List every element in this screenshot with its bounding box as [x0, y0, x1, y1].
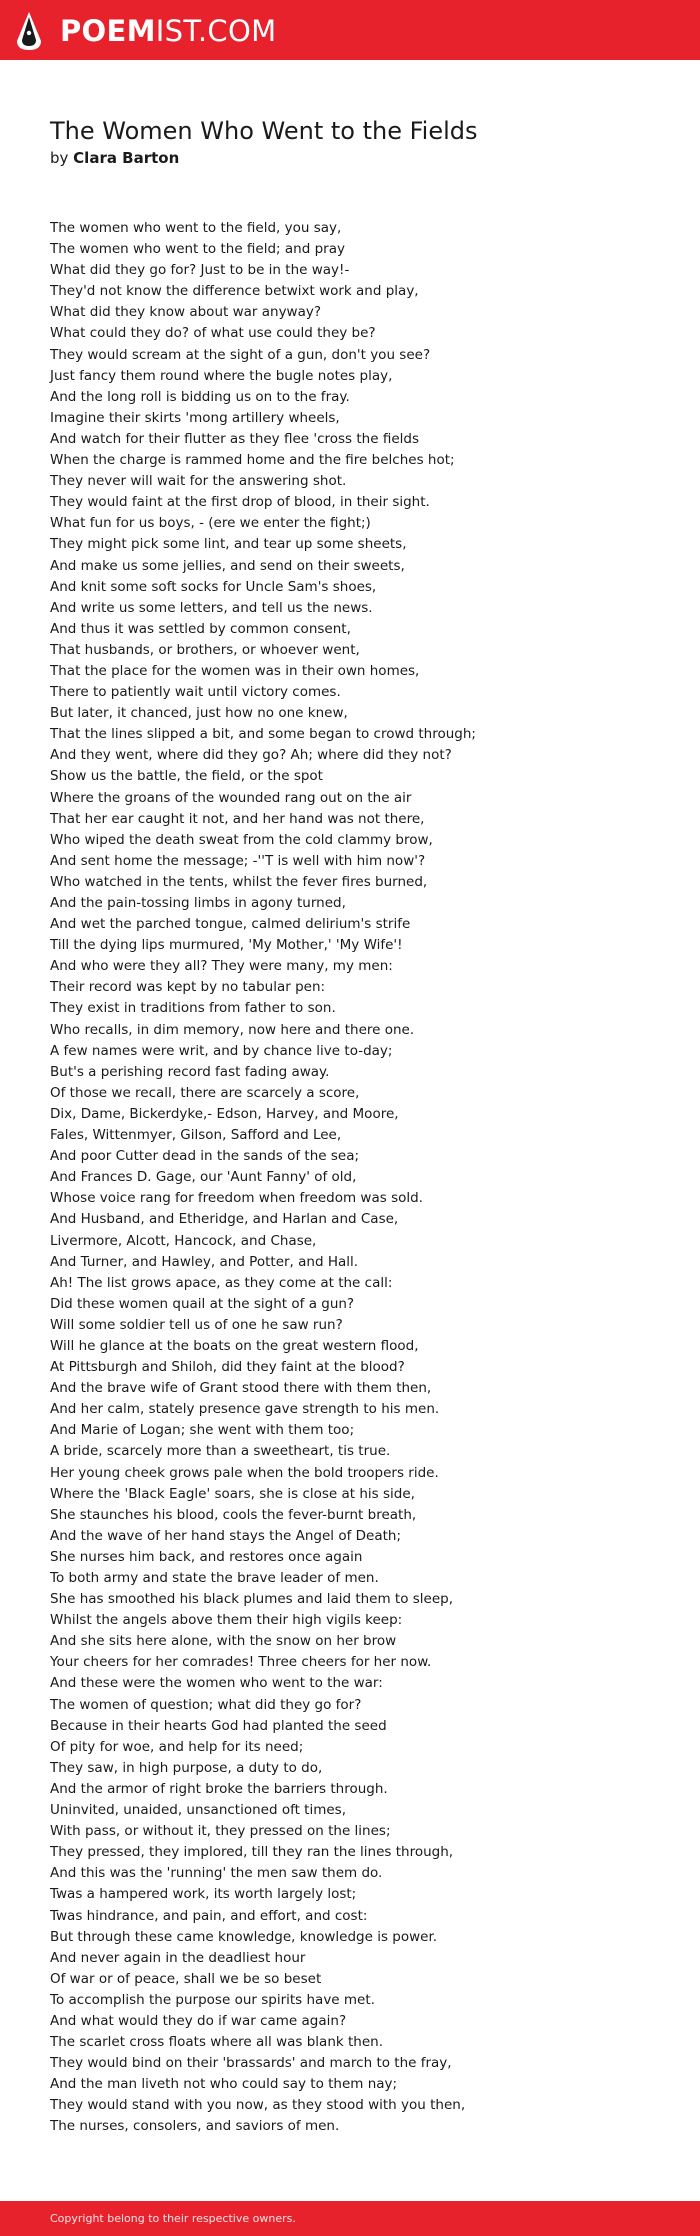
- pen-nib-icon: [16, 11, 42, 51]
- poem-line: Of those we recall, there are scarcely a score,: [50, 1084, 360, 1101]
- poem-line: Your cheers for her comrades! Three cheers for her now.: [50, 1654, 432, 1671]
- poem-line: Dix, Dame, Bickerdyke,- Edson, Harvey, and Moore,: [50, 1105, 399, 1122]
- poem-line: And write us some letters, and tell us the news.: [50, 599, 373, 616]
- poem-line: And Turner, and Hawley, and Potter, and Hall.: [50, 1253, 359, 1270]
- poem-line: They saw, in high purpose, a duty to do,: [50, 1759, 323, 1776]
- poem-line: And make us some jellies, and send on their sweets,: [50, 557, 405, 574]
- poem-line: Till the dying lips murmured, 'My Mother,' 'My Wife'!: [50, 937, 403, 954]
- poem-line: When the charge is rammed home and the fire belches hot;: [50, 452, 455, 469]
- poem-line: But later, it chanced, just how no one knew,: [50, 705, 348, 722]
- poem-line: Of war or of peace, shall we be so beset: [50, 1970, 322, 1987]
- poem-line: Their record was kept by no tabular pen:: [50, 979, 326, 996]
- poem-line: What did they know about war anyway?: [50, 304, 322, 321]
- poem-line: Will some soldier tell us of one he saw run?: [50, 1316, 343, 1333]
- poem-line: Of pity for woe, and help for its need;: [50, 1738, 304, 1755]
- poem-line: That husbands, or brothers, or whoever went,: [50, 641, 360, 658]
- poem-line: Twas hindrance, and pain, and effort, and cost:: [50, 1907, 368, 1924]
- poem-line: The women of question; what did they go for?: [50, 1696, 362, 1713]
- poem-byline: [50, 147, 179, 169]
- poem-line: What did they go for? Just to be in the way!-: [50, 262, 350, 279]
- poem-body: [50, 218, 670, 2138]
- poem-line: And the long roll is bidding us on to the fray.: [50, 388, 350, 405]
- poem-line: Uninvited, unaided, unsanctioned oft times,: [50, 1802, 347, 1819]
- poem-line: And never again in the deadliest hour: [50, 1949, 306, 1966]
- poem-line: They would scream at the sight of a gun, don't you see?: [50, 346, 431, 363]
- poem-line: Where the 'Black Eagle' soars, she is close at his side,: [50, 1485, 415, 1502]
- poem-line: What fun for us boys, - (ere we enter the fight;): [50, 515, 371, 532]
- poem-line: To both army and state the brave leader of men.: [50, 1570, 379, 1586]
- poem-title: The Women Who Went to the Fields: [50, 117, 478, 145]
- poem-line: Livermore, Alcott, Hancock, and Chase,: [50, 1232, 317, 1249]
- poem-line: They exist in traditions from father to son.: [50, 1000, 336, 1017]
- poem-line: They would bind on their 'brassards' and march to the fray,: [50, 2055, 452, 2072]
- site-footer: [0, 2201, 700, 2236]
- poem-line: The nurses, consolers, and saviors of men.: [50, 2118, 340, 2135]
- poem-line: With pass, or without it, they pressed on the lines;: [50, 1823, 391, 1840]
- poem-line: But through these came knowledge, knowledge is power.: [50, 1928, 438, 1945]
- poem-line: And wet the parched tongue, calmed delirium's strife: [50, 916, 411, 933]
- logo-text-light: IST.COM: [155, 14, 277, 48]
- poem-line: Whilst the angels above them their high vigils keep:: [50, 1612, 403, 1629]
- poem-line: Whose voice rang for freedom when freedom was sold.: [50, 1190, 423, 1207]
- poem-line: And the armor of right broke the barriers through.: [50, 1780, 388, 1797]
- poem-line: And these were the women who went to the war:: [50, 1675, 383, 1692]
- poem-line: They never will wait for the answering shot.: [50, 473, 347, 490]
- poem-line: Who wiped the death sweat from the cold clammy brow,: [50, 831, 433, 848]
- poem-line: And knit some soft socks for Uncle Sam's shoes,: [50, 578, 377, 595]
- poem-line: And poor Cutter dead in the sands of the sea;: [50, 1148, 360, 1165]
- site-logo[interactable]: [16, 11, 276, 51]
- poem-line: They'd not know the difference betwixt work and play,: [50, 283, 419, 300]
- poem-line: Fales, Wittenmyer, Gilson, Safford and Lee,: [50, 1127, 342, 1144]
- poem-line: And watch for their flutter as they flee 'cross the fields: [50, 430, 419, 447]
- site-logo-text: [60, 11, 276, 51]
- poem-line: And the wave of her hand stays the Angel of Death;: [50, 1527, 401, 1544]
- poem-line: And her calm, stately presence gave strength to his men.: [50, 1401, 440, 1418]
- copyright-notice: Copyright belong to their respective owners.: [50, 2212, 296, 2225]
- poem-line: At Pittsburgh and Shiloh, did they faint at the blood?: [50, 1359, 405, 1376]
- poem-line: Imagine their skirts 'mong artillery wheels,: [50, 409, 340, 426]
- poem-line: And thus it was settled by common consent,: [50, 620, 351, 637]
- poem-line: Did these women quail at the sight of a gun?: [50, 1295, 355, 1312]
- poem-line: To accomplish the purpose our spirits have met.: [50, 1991, 375, 2008]
- poem-line: And the pain-tossing limbs in agony turned,: [50, 895, 346, 911]
- poem-line: Her young cheek grows pale when the bold troopers ride.: [50, 1464, 439, 1481]
- poem-author: Clara Barton: [73, 149, 180, 167]
- poem-line: A bride, scarcely more than a sweetheart, tis true.: [50, 1443, 391, 1460]
- poem-line: The women who went to the field, you say,: [50, 220, 342, 236]
- poem-line: They would faint at the first drop of blood, in their sight.: [50, 494, 430, 511]
- poem-line: And what would they do if war came again?: [50, 2012, 347, 2029]
- poem-line: They might pick some lint, and tear up some sheets,: [50, 536, 407, 553]
- poem-line: Show us the battle, the field, or the spot: [50, 768, 323, 785]
- poem-line: Who recalls, in dim memory, now here and there one.: [50, 1021, 415, 1038]
- poem-line: Just fancy them round where the bugle notes play,: [50, 367, 393, 384]
- poem-line: And who were they all? They were many, my men:: [50, 958, 393, 975]
- logo-text-bold: POEM: [60, 14, 156, 48]
- poem-line: That the place for the women was in their own homes,: [50, 662, 420, 679]
- poem-line: And Husband, and Etheridge, and Harlan and Case,: [50, 1211, 399, 1228]
- poem-line: She nurses him back, and restores once again: [50, 1548, 363, 1565]
- poem-line: And sent home the message; -''T is well with him now'?: [50, 852, 426, 869]
- poem-line: Because in their hearts God had planted the seed: [50, 1717, 387, 1734]
- poem-line: There to patiently wait until victory comes.: [50, 684, 341, 701]
- poem-line: They would stand with you now, as they stood with you then,: [50, 2097, 466, 2114]
- poem-line: The women who went to the field; and pray: [50, 241, 345, 258]
- poem-line: Who watched in the tents, whilst the fever fires burned,: [50, 873, 428, 890]
- poem-line: But's a perishing record fast fading away.: [50, 1063, 330, 1080]
- poem-line: They pressed, they implored, till they ran the lines through,: [50, 1844, 454, 1861]
- poem-line: And the man liveth not who could say to them nay;: [50, 2076, 398, 2093]
- poem-line: She staunches his blood, cools the fever-burnt breath,: [50, 1506, 417, 1523]
- poem-line: And Frances D. Gage, our 'Aunt Fanny' of old,: [50, 1169, 357, 1186]
- poem-line: A few names were writ, and by chance live to-day;: [50, 1042, 393, 1059]
- poem-line: Where the groans of the wounded rang out on the air: [50, 789, 412, 806]
- poem-line: And she sits here alone, with the snow on her brow: [50, 1633, 397, 1650]
- poem-line: And they went, where did they go? Ah; where did they not?: [50, 747, 452, 764]
- poem-line: That the lines slipped a bit, and some began to crowd through;: [50, 726, 476, 743]
- poem-line: Twas a hampered work, its worth largely lost;: [50, 1886, 357, 1903]
- site-header: [0, 0, 700, 60]
- byline-prefix: by: [50, 149, 74, 167]
- poem-line: Ah! The list grows apace, as they come at the call:: [50, 1274, 393, 1291]
- poem-line: And Marie of Logan; she went with them too;: [50, 1422, 355, 1439]
- poem-line: That her ear caught it not, and her hand was not there,: [50, 810, 425, 827]
- poem-line: She has smoothed his black plumes and laid them to sleep,: [50, 1591, 454, 1608]
- poem-line: And this was the 'running' the men saw them do.: [50, 1865, 383, 1882]
- poem-line: The scarlet cross floats where all was blank then.: [50, 2034, 383, 2051]
- poem-line: Will he glance at the boats on the great western flood,: [50, 1337, 419, 1354]
- poem-line: And the brave wife of Grant stood there with them then,: [50, 1380, 432, 1397]
- poem-line: What could they do? of what use could they be?: [50, 325, 376, 342]
